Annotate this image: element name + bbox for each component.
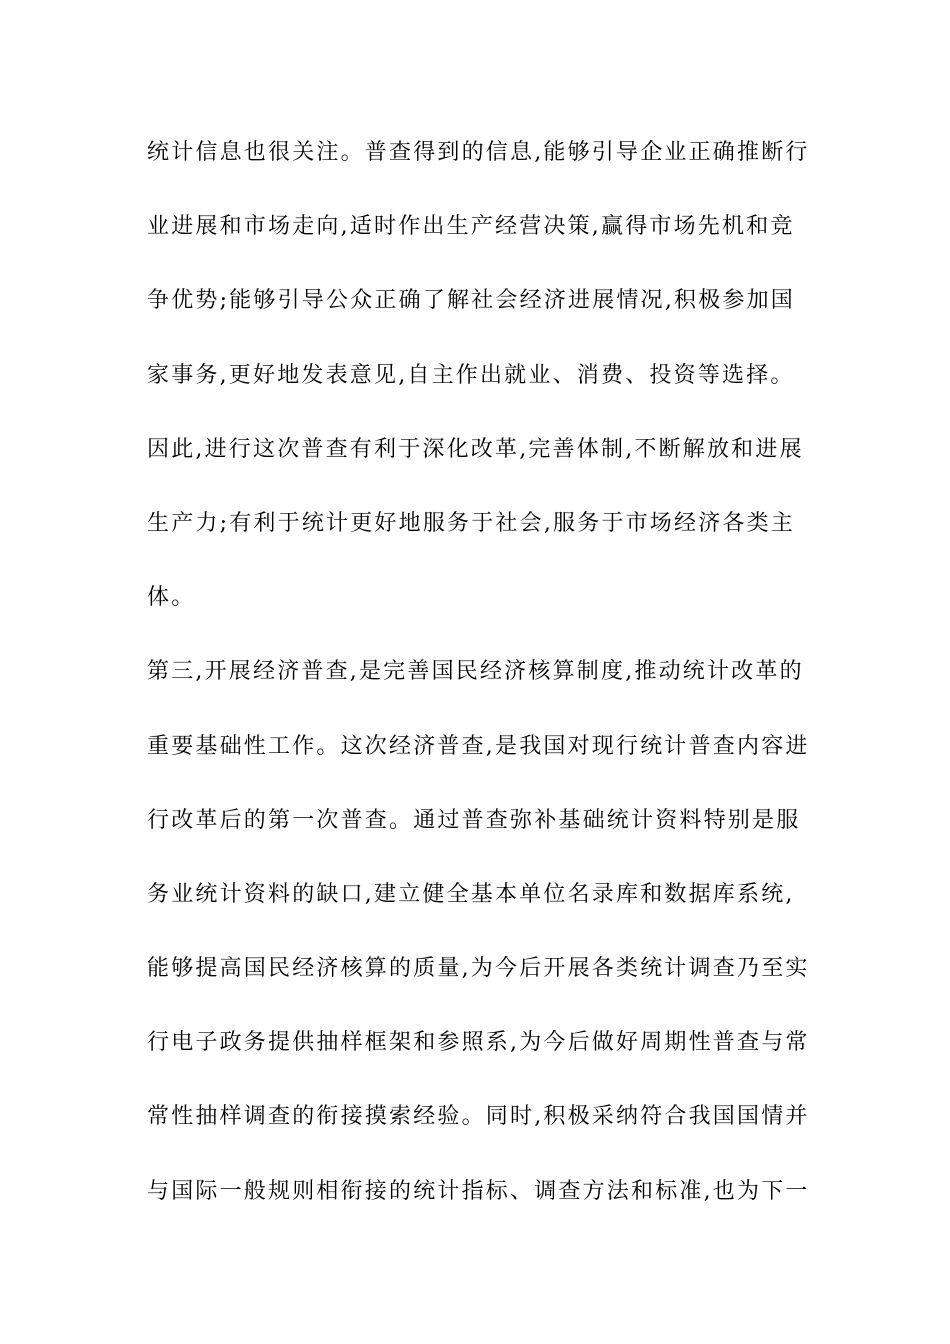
text-line: 体。 — [147, 585, 196, 611]
text-line: 家事务,更好地发表意见,自主作出就业、消费、投资等选择。 — [147, 362, 795, 388]
text-line: 行改革后的第一次普查。通过普查弥补基础统计资料特别是服 — [147, 807, 801, 833]
text-line: 行电子政务提供抽样框架和参照系,为今后做好周期性普查与常 — [147, 1030, 810, 1056]
text-line: 第三,开展经济普查,是完善国民经济核算制度,推动统计改革的 — [147, 659, 804, 685]
text-line: 统计信息也很关注。普查得到的信息,能够引导企业正确推断行 — [147, 140, 810, 165]
text-line: 生产力;有利于统计更好地服务于社会,服务于市场经济各类主 — [147, 510, 796, 536]
text-line: 务业统计资料的缺口,建立健全基本单位名录库和数据库系统, — [147, 881, 795, 907]
text-line: 因此,进行这次普查有利于深化改革,完善体制,不断解放和进展 — [147, 436, 804, 462]
text-line: 常性抽样调查的衔接摸索经验。同时,积极采纳符合我国国情并 — [147, 1104, 810, 1130]
text-line: 与国际一般规则相衔接的统计指标、调查方法和标准,也为下一 — [147, 1178, 810, 1204]
text-line: 能够提高国民经济核算的质量,为今后开展各类统计调查乃至实 — [147, 956, 810, 982]
document-body — [147, 128, 810, 1241]
text-line: 争优势;能够引导公众正确了解社会经济进展情况,积极参加国 — [147, 288, 796, 314]
text-line: 业进展和市场走向,适时作出生产经营决策,赢得市场先机和竞 — [147, 214, 795, 240]
text-line: 重要基础性工作。这次经济普查,是我国对现行统计普查内容进 — [147, 733, 810, 759]
